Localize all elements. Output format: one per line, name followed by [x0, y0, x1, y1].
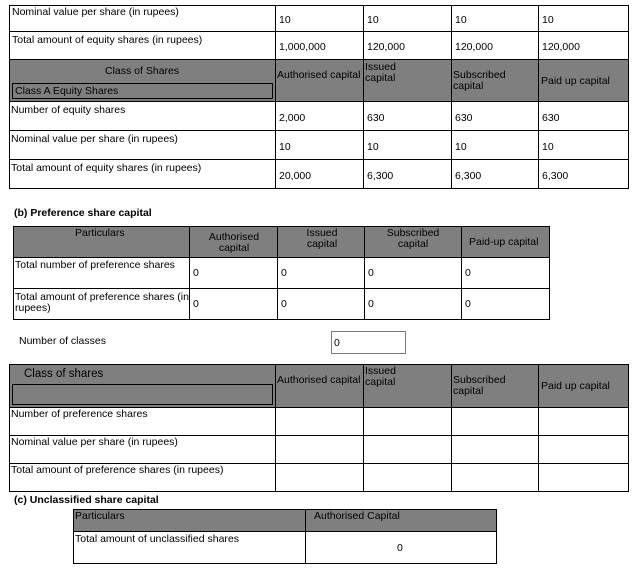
- row-label: Number of equity shares: [11, 104, 126, 116]
- header-issued: [277, 226, 365, 258]
- table-row-label-cell: [9, 407, 276, 436]
- value-cell: [189, 288, 278, 320]
- value-paid-up: 0: [465, 298, 471, 310]
- value-cell: [275, 159, 364, 189]
- value-cell: [461, 257, 550, 289]
- value-cell: [363, 101, 452, 131]
- header-subscribed: [451, 364, 539, 408]
- value-cell: [275, 5, 364, 32]
- value-cell: [275, 435, 364, 464]
- value-authorised: 10: [279, 14, 291, 26]
- value-cell: [277, 288, 365, 320]
- value-cell: [451, 159, 539, 189]
- section-title-unclassified: (c) Unclassified share capital: [14, 494, 159, 506]
- row-label: Total number of preference shares: [15, 259, 175, 271]
- value-cell: [451, 130, 539, 160]
- value-subscribed: 10: [455, 141, 467, 153]
- value-cell: [363, 407, 452, 436]
- value-cell: [461, 288, 550, 320]
- value-cell: [538, 463, 629, 492]
- value-cell: [305, 531, 497, 564]
- value-cell: [275, 407, 364, 436]
- table-row-label-cell: [13, 257, 190, 289]
- value-issued: 10: [367, 141, 379, 153]
- value-subscribed: 6,300: [455, 170, 482, 182]
- header-label: Issued capital: [365, 365, 396, 388]
- header-label: Authorised capital: [277, 374, 361, 386]
- value-cell: [189, 257, 278, 289]
- header-label: Authorised Capital: [314, 510, 400, 522]
- header-label: Paid up capital: [541, 380, 610, 392]
- header-particulars: [73, 509, 306, 532]
- header-paid-up: [461, 226, 550, 258]
- header-label: Subscribed capital: [453, 69, 506, 92]
- header-label: Particulars: [75, 227, 125, 239]
- value-cell: [275, 31, 364, 60]
- value-cell: [451, 31, 539, 60]
- value-cell: [538, 130, 629, 160]
- class-of-shares-header: [9, 364, 276, 408]
- table-row-label-cell: [73, 531, 306, 564]
- header-paid-up: [538, 364, 629, 408]
- value-cell: [363, 435, 452, 464]
- value-cell: [277, 257, 365, 289]
- value-paid-up: 0: [465, 267, 471, 279]
- value-cell: [363, 31, 452, 60]
- value-cell: [451, 101, 539, 131]
- header-label: Subscribed capital: [386, 227, 440, 250]
- value-subscribed: 0: [368, 298, 374, 310]
- header-authorised: [189, 226, 278, 258]
- row-label: Total amount of equity shares (in rupees): [11, 162, 202, 174]
- value-authorised: 2,000: [279, 112, 306, 124]
- table-row-label-cell: [9, 159, 276, 189]
- value-cell: [538, 435, 629, 464]
- header-label: Paid up capital: [541, 75, 610, 87]
- value-authorised: 10: [279, 141, 291, 153]
- value-subscribed: 10: [455, 14, 467, 26]
- value-issued: 10: [367, 14, 379, 26]
- value-cell: [275, 463, 364, 492]
- value-cell: [363, 463, 452, 492]
- row-label: Total amount of preference shares (in rupees): [11, 464, 224, 476]
- value-authorised: 20,000: [279, 170, 312, 182]
- value-cell: [538, 5, 629, 32]
- header-authorised: [275, 59, 364, 102]
- value-cell: [538, 31, 629, 60]
- header-subscribed: [451, 59, 539, 102]
- number-of-classes-input[interactable]: [331, 331, 406, 354]
- class-of-shares-header: [9, 59, 276, 102]
- value-authorised: 1,000,000: [279, 41, 326, 53]
- header-particulars: [13, 226, 190, 258]
- header-paid-up: [538, 59, 629, 102]
- header-subscribed: [364, 226, 462, 258]
- value-issued: 0: [281, 298, 287, 310]
- table-row-label-cell: [9, 31, 276, 60]
- header-label: Paid-up capital: [469, 236, 539, 248]
- number-of-classes-value: 0: [334, 337, 340, 349]
- header-label: Authorised capital: [277, 69, 361, 81]
- value-paid-up: 10: [542, 141, 554, 153]
- table-row-label-cell: [9, 130, 276, 160]
- table-row-label-cell: [9, 5, 276, 32]
- header-label: Subscribed capital: [453, 374, 506, 397]
- table-row-label-cell: [9, 463, 276, 492]
- header-label: Issued capital: [365, 61, 396, 84]
- header-issued: [363, 59, 452, 102]
- value-authorised: 0: [397, 542, 403, 554]
- value-issued: 120,000: [367, 41, 405, 53]
- row-label: Total amount of unclassified shares: [75, 533, 240, 545]
- class-name-field[interactable]: [12, 83, 273, 99]
- value-issued: 630: [367, 112, 385, 124]
- class-name-value: Class A Equity Shares: [15, 85, 119, 97]
- row-label: Nominal value per share (in rupees): [11, 133, 178, 145]
- value-cell: [451, 463, 539, 492]
- value-cell: [363, 5, 452, 32]
- row-label: Nominal value per share (in rupees): [11, 436, 178, 448]
- value-cell: [451, 435, 539, 464]
- value-cell: [275, 130, 364, 160]
- value-issued: 0: [281, 267, 287, 279]
- value-paid-up: 120,000: [542, 41, 580, 53]
- row-label: Total amount of preference shares (in rupees): [15, 291, 189, 314]
- value-paid-up: 630: [542, 112, 560, 124]
- section-title-preference: (b) Preference share capital: [14, 207, 152, 219]
- class-name-field[interactable]: [12, 384, 273, 405]
- value-issued: 6,300: [367, 170, 394, 182]
- value-cell: [275, 101, 364, 131]
- header-issued: [363, 364, 452, 408]
- value-paid-up: 6,300: [542, 170, 569, 182]
- value-subscribed: 0: [368, 267, 374, 279]
- header-label: Class of shares: [24, 368, 104, 380]
- header-label: Issued capital: [306, 227, 338, 250]
- header-label: Particulars: [75, 510, 125, 522]
- value-subscribed: 630: [455, 112, 473, 124]
- value-authorised: 0: [193, 267, 199, 279]
- value-cell: [364, 257, 462, 289]
- row-label: Number of preference shares: [11, 408, 148, 420]
- value-subscribed: 120,000: [455, 41, 493, 53]
- value-cell: [363, 159, 452, 189]
- table-row-label-cell: [13, 288, 190, 320]
- header-label: Class of Shares: [105, 65, 180, 77]
- row-label: Total amount of equity shares (in rupees): [12, 34, 203, 46]
- header-authorised: [275, 364, 364, 408]
- value-authorised: 0: [193, 298, 199, 310]
- header-authorised: [305, 509, 497, 532]
- value-cell: [538, 159, 629, 189]
- number-of-classes-label: Number of classes: [19, 335, 106, 347]
- row-label: Nominal value per share (in rupees): [12, 6, 179, 18]
- value-cell: [451, 5, 539, 32]
- value-cell: [538, 407, 629, 436]
- header-label: Authorised capital: [208, 231, 260, 254]
- value-cell: [364, 288, 462, 320]
- table-row-label-cell: [9, 101, 276, 131]
- value-paid-up: 10: [542, 14, 554, 26]
- table-row-label-cell: [9, 435, 276, 464]
- value-cell: [538, 101, 629, 131]
- value-cell: [363, 130, 452, 160]
- value-cell: [451, 407, 539, 436]
